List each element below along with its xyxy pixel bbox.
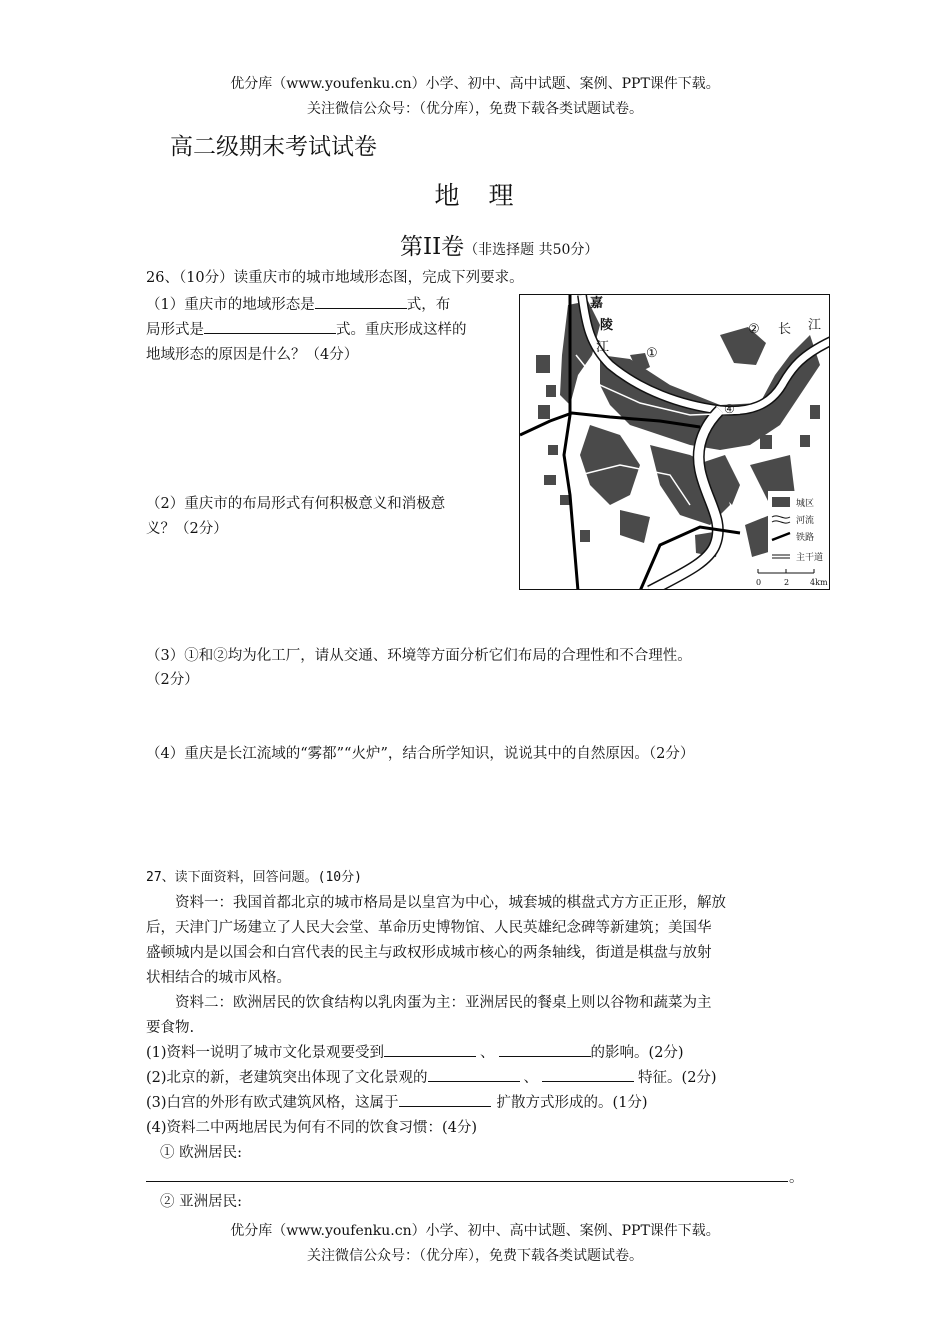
jialing-label-1: 嘉 [590, 296, 604, 311]
q26-part1-line3: 地域形态的原因是什么？（4分） [146, 347, 359, 363]
q26-part2-line1: （2）重庆市的布局形式有何积极意义和消极意 [146, 496, 446, 512]
q27-s1-c: 的影响。(2分) [590, 1045, 684, 1061]
q27-material1-line3: 盛顿城内是以国会和白宫代表的民主与政权形成城市核心的两条轴线，街道是棋盘与放射 [146, 945, 712, 961]
footer-line-1: 优分库（www.youfenku.cn）小学、初中、高中试题、案例、PPT课件下载。 [230, 1223, 720, 1239]
scale-4km: 4km [810, 578, 828, 587]
q27-blank-4[interactable] [542, 1067, 634, 1082]
q27-sub4: (4)资料二中两地居民为何有不同的饮食习惯：(4分) [146, 1120, 478, 1136]
q27-s3-b: 扩散方式形成的。(1分) [496, 1095, 648, 1111]
q26-blank-2[interactable] [204, 319, 336, 334]
q27-material2-line1: 资料二：欧洲居民的饮食结构以乳肉蛋为主：亚洲居民的餐桌上则以谷物和蔬菜为主 [146, 995, 712, 1011]
q27-s3-a: (3)白宫的外形有欧式建筑风格，这属于 [146, 1095, 399, 1111]
q27-blank-1[interactable] [384, 1042, 476, 1057]
section-heading [400, 228, 598, 261]
section-note: （非选择题 共50分） [464, 242, 599, 258]
legend-road: 主干道 [796, 553, 824, 563]
jialing-label-2: 陵 [600, 318, 614, 333]
legend-railway: 铁路 [796, 533, 815, 543]
changjiang-label-2: 江 [808, 318, 822, 333]
q27-material2-line2: 要食物. [146, 1020, 195, 1036]
marker-4: ④ [724, 402, 735, 416]
q27-material1-line4: 状相结合的城市风格。 [146, 970, 291, 986]
marker-1: ① [646, 346, 658, 361]
header-line-1: 优分库（www.youfenku.cn）小学、初中、高中试题、案例、PPT课件下载。 [230, 76, 720, 92]
exam-title: 高二级期末考试试卷 [170, 134, 377, 160]
q27-stem: 27、读下面资料，回答问题。(10分) [146, 870, 362, 885]
q26-p1-text-d: 式。重庆形成这样的 [336, 322, 467, 338]
marker-2: ② [748, 322, 760, 337]
q26-p1-text-a: （1）重庆市的地域形态是 [146, 297, 315, 313]
legend-river: 河流 [796, 516, 815, 526]
q27-sub1 [146, 1041, 684, 1065]
q26-part1-line1 [146, 293, 450, 317]
q26-stem: 26、（10分）读重庆市的城市地域形态图，完成下列要求。 [146, 270, 524, 286]
q27-blank-5[interactable] [399, 1092, 491, 1107]
q27-s1-a: (1)资料一说明了城市文化景观要受到 [146, 1045, 385, 1061]
q27-blank-2[interactable] [499, 1042, 591, 1057]
map-svg [520, 295, 830, 590]
chongqing-map [519, 294, 830, 590]
marker-3: ③ [728, 375, 739, 389]
q26-p1-text-c: 局形式是 [146, 322, 204, 338]
q27-sub2 [146, 1066, 717, 1090]
scale-0: 0 [756, 578, 762, 587]
q27-material1-line2: 后，天津门广场建立了人民大会堂、革命历史博物馆、人民英雄纪念碑等新建筑；美国华 [146, 920, 712, 936]
q26-part2-line2: 义？（2分） [146, 521, 228, 537]
q27-sub3 [146, 1091, 648, 1115]
legend-urban-swatch [772, 497, 790, 507]
q26-part3-line2: （2分） [146, 672, 199, 688]
q26-p1-text-b: 式，布 [406, 297, 451, 313]
q26-part4: （4）重庆是长江流域的“雾都”“火炉”，结合所学知识，说说其中的自然原因。（2分） [146, 746, 695, 762]
q27-answer-line-europe[interactable] [146, 1181, 788, 1182]
section-main: 第II卷 [400, 234, 465, 260]
legend-urban: 城区 [796, 499, 815, 509]
q27-s2-c: 特征。(2分) [638, 1070, 717, 1086]
q27-blank-3[interactable] [428, 1067, 520, 1082]
jialing-label-3: 江 [596, 340, 610, 355]
footer-line-2: 关注微信公众号：（优分库），免费下载各类试题试卷。 [307, 1248, 643, 1264]
q27-material1-line1: 资料一：我国首都北京的城市格局是以皇宫为中心，城套城的棋盘式方方正正形，解放 [146, 895, 726, 911]
changjiang-label-1: 长 [778, 322, 792, 337]
q26-part1-line2 [146, 318, 467, 342]
subject-title: 地 理 [434, 181, 516, 210]
q27-sub4-period: 。 [789, 1170, 804, 1186]
q27-s1-b: 、 [480, 1045, 495, 1061]
q27-s2-a: (2)北京的新，老建筑突出体现了文化景观的 [146, 1070, 428, 1086]
scale-2: 2 [784, 578, 790, 587]
q27-sub4-asia: ② 亚洲居民: [160, 1194, 242, 1210]
q26-blank-1[interactable] [315, 294, 407, 309]
q27-sub4-europe: ① 欧洲居民: [160, 1145, 242, 1161]
q27-s2-b: 、 [523, 1070, 539, 1086]
q26-part3-line1: （3）①和②均为化工厂，请从交通、环境等方面分析它们布局的合理性和不合理性。 [146, 648, 692, 664]
header-line-2: 关注微信公众号：（优分库），免费下载各类试题试卷。 [307, 101, 643, 117]
